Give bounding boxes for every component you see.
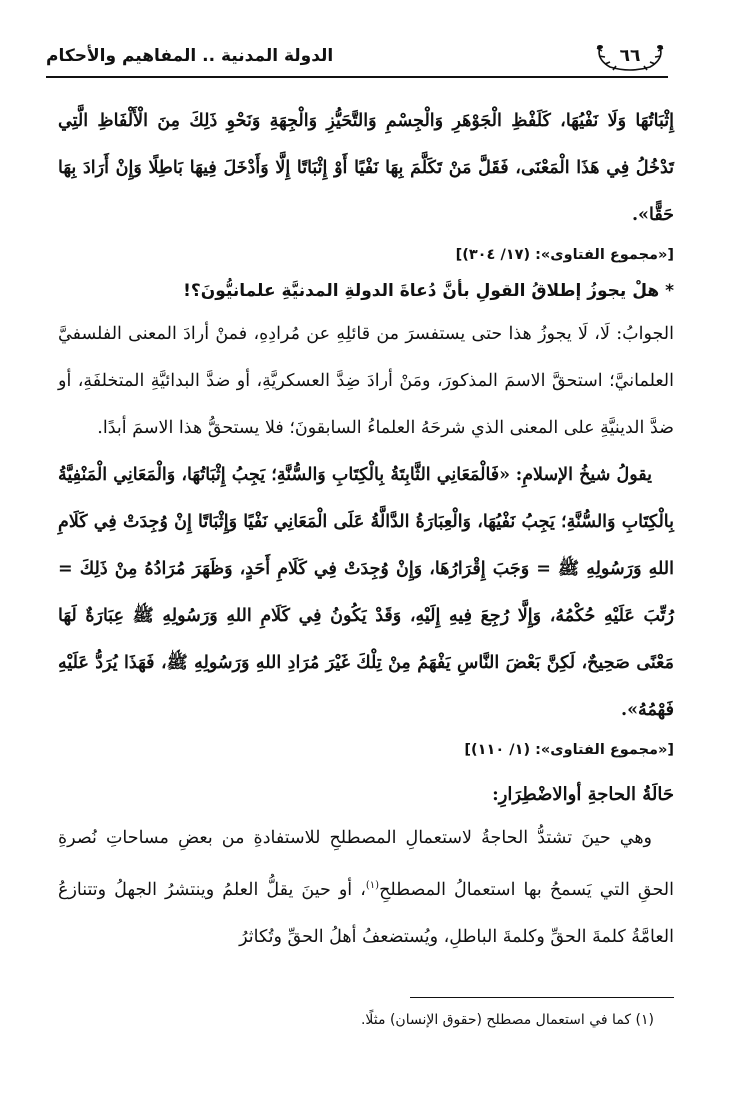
footnote-reference[interactable]: (١) (365, 880, 380, 891)
source-citation-2: [«مجموع الفتاوى»: (١/ ١١٠)] (464, 742, 674, 758)
final-paragraph (58, 815, 674, 961)
page-number: ٦٦ (619, 46, 641, 66)
quote-intro: يقولُ شيخُ الإسلامِ: (515, 465, 652, 485)
footnote: (١) كما في استعمال مصطلح (حقوق الإنسان) مثلًا. (360, 1012, 654, 1028)
source-citation-1: [«مجموع الفتاوى»: (١٧/ ٣٠٤)] (455, 247, 674, 263)
running-header (46, 38, 668, 74)
header-title: الدولة المدنية .. المفاهيم والأحكام (46, 46, 334, 66)
footnote-divider (410, 997, 674, 998)
question-heading: * هلْ يجوزُ إطلاقُ القولِ بأنَّ دُعاةَ الدولةِ المدنيَّةِ علمانيُّونَ؟! (183, 281, 674, 301)
final-paragraph-part-a: وهي حينَ تشتدُّ الحاجةُ لاستعمالِ المصطلحِ للاستفادةِ من بعضِ مساحاتِ نُصرةِ الحقِ التي يَسمحُ بها استعمالُ المصطلحِ (58, 828, 674, 900)
header-divider (46, 76, 668, 78)
quote-continuation: إِثْبَاتُهَا وَلَا نَفْيُهَا، كَلَفْظِ الْجَوْهَرِ وَالْجِسْمِ وَالتَّحَيُّزِ وَالْجِهَةِ وَنَحْوِ ذَلِكَ مِنَ الْأَلْفَاظِ الَّتِي تَدْخُلُ فِي هَذَا الْمَعْنَى، فَقَلَّ مَنْ تَكَلَّمَ بِهَا نَفْيًا أَوْ إِثْبَاتًا إِلَّا وَأَدْخَلَ فِيهَا بَاطِلًا وَإِنْ أَرَادَ بِهَا حَقًّا». (58, 111, 674, 225)
section-heading: حَالَةُ الحاجةِ أوالاضْطِرَارِ: (492, 784, 674, 805)
quote-text: «فَالْمَعَانِي الثَّابِتَةُ بِالْكِتَابِ وَالسُّنَّةِ؛ يَجِبُ إِثْبَاتُهَا، وَالْمَعَانِي الْمَنْفِيَّةُ بِالْكِتَابِ وَالسُّنَّةِ؛ يَجِبُ نَفْيُهَا، وَالْعِبَارَةُ الدَّالَّةُ عَلَى الْمَعَانِي نَفْيًا وَإِثْبَاتًا إِنْ وُجِدَتْ فِي كَلَامِ اللهِ وَرَسُولِهِ ﷺ = وَجَبَ إِقْرَارُهَا، وَإِنْ وُجِدَتْ فِي كَلَامِ أَحَدٍ، وَظَهَرَ مُرَادُهُ مِنْ ذَلِكَ = رُتِّبَ عَلَيْهِ حُكْمُهُ، وَإِلَّا رُجِعَ فِيهِ إِلَيْهِ، وَقَدْ يَكُونُ فِي كَلَامِ اللهِ وَرَسُولِهِ ﷺ عِبَارَةٌ لَهَا مَعْنًى صَحِيحٌ، لَكِنَّ بَعْضَ النَّاسِ يَفْهَمُ مِنْ تِلْكَ غَيْرَ مُرَادِ اللهِ وَرَسُولِهِ ﷺ، فَهَذَا يُرَدُّ عَلَيْهِ فَهْمُهُ». (58, 465, 674, 720)
final-paragraph-part-b: ، أو حينَ يقلُّ العلمُ وينتشرُ الجهلُ وتتنازعُ العامَّةُ كلمةَ الحقِّ وكلمةَ الباطلِ، ويُستضعفُ أهلُ الحقِّ وتُكاثرُ (58, 879, 674, 947)
page-number-ornament (592, 39, 668, 73)
answer-paragraph: الجوابُ: لَا، لَا يجوزُ هذا حتى يستفسرَ من قائلِهِ عن مُرادِهِ، فمنْ أرادَ المعنى الفلسفيَّ العلمانيَّ؛ استحقَّ الاسمَ المذكورَ، ومَنْ أرادَ ضِدَّ العسكريَّةِ، أو ضدَّ البدائيَّةِ المتخلفَةِ، أو ضدَّ الدينيَّةِ على المعنى الذي شرحَهُ العلماءُ السابقونَ؛ فلا يستحقُّ هذا الاسمَ أبدًا. (58, 324, 674, 438)
quote-paragraph (58, 452, 674, 734)
main-content (58, 98, 674, 961)
